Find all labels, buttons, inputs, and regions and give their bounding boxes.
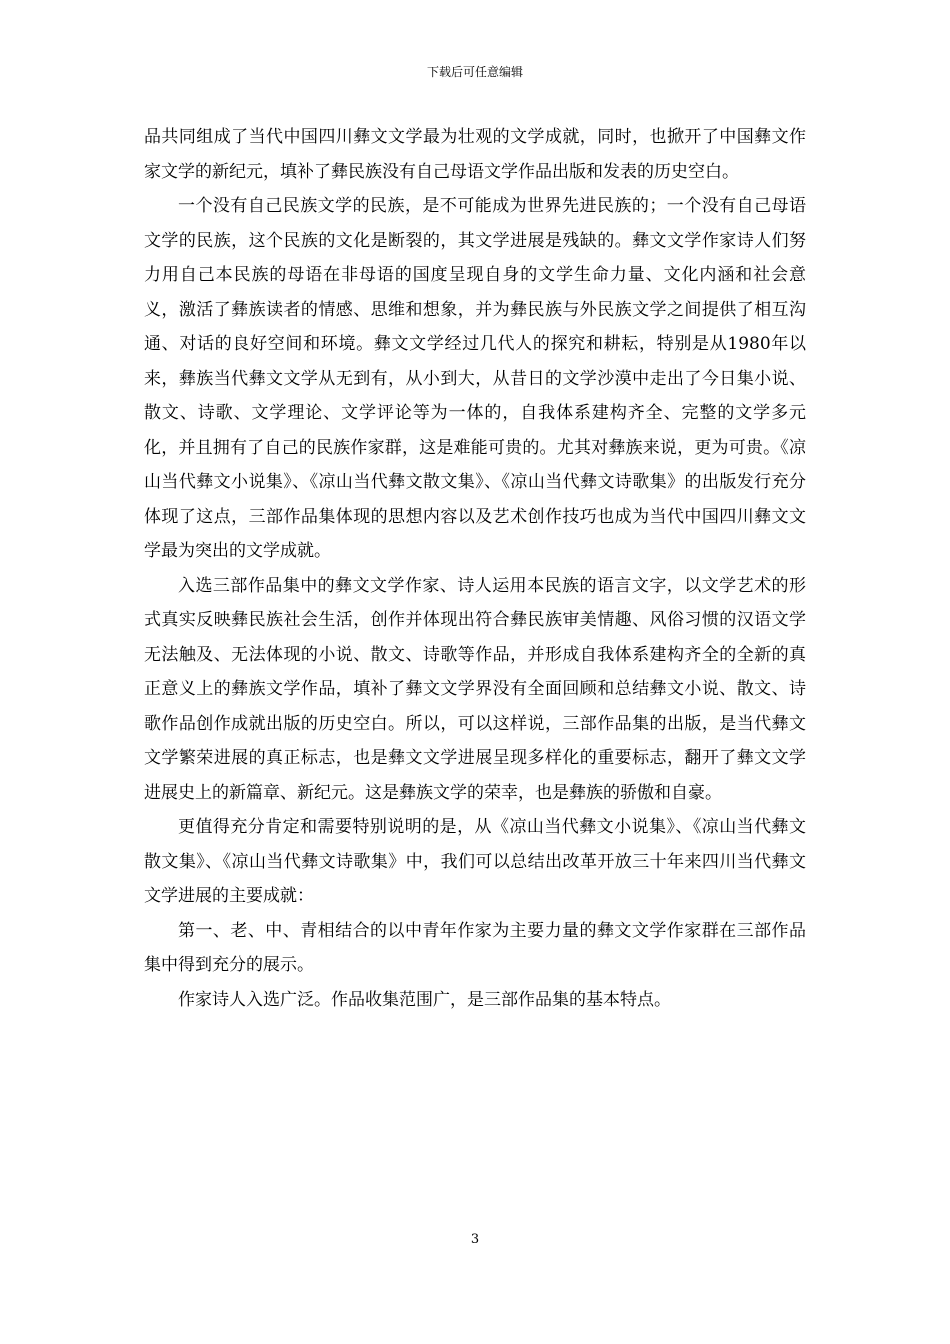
- paragraph: 第一、老、中、青相结合的以中青年作家为主要力量的彝文文学作家群在三部作品集中得到充分的展示。: [144, 920, 806, 975]
- paragraph: 更值得充分肯定和需要特别说明的是，从《凉山当代彝文小说集》、《凉山当代彝文散文集》、《凉山当代彝文诗歌集》中，我们可以总结出改革开放三十年来四川当代彝文文学进展的主要成就：: [144, 817, 806, 906]
- paragraph: 入选三部作品集中的彝文文学作家、诗人运用本民族的语言文字，以文学艺术的形式真实反映彝民族社会生活，创作并体现出符合彝民族审美情趣、风俗习惯的汉语文学无法触及、无法体现的小说、散文、诗歌等作品，并形成自我体系建构齐全的全新的真正意义上的彝族文学作品，填补了彝文文学界没有全面回顾和总结彝文小说、散文、诗歌作品创作成就出版的历史空白。所以，可以这样说，三部作品集的出版，是当代彝文文学繁荣进展的真正标志，也是彝文文学进展呈现多样化的重要标志，翻开了彝文文学进展史上的新篇章、新纪元。这是彝族文学的荣幸，也是彝族的骄傲和自豪。: [144, 575, 806, 803]
- paragraph: 一个没有自己民族文学的民族，是不可能成为世界先进民族的；一个没有自己母语文学的民族，这个民族的文化是断裂的，其文学进展是残缺的。彝文文学作家诗人们努力用自己本民族的母语在非母语的国度呈现自身的文学生命力量、文化内涵和社会意义，激活了彝族读者的情感、思维和想象，并为彝民族与外民族文学之间提供了相互沟通、对话的良好空间和环境。彝文文学经过几代人的探究和耕耘，特别是从1980年以来，彝族当代彝文文学从无到有，从小到大，从昔日的文学沙漠中走出了今日集小说、散文、诗歌、文学理论、文学评论等为一体的，自我体系建构齐全、完整的文学多元化，并且拥有了自己的民族作家群，这是难能可贵的。尤其对彝族来说，更为可贵。《凉山当代彝文小说集》、《凉山当代彝文散文集》、《凉山当代彝文诗歌集》的出版发行充分体现了这点，三部作品集体现的思想内容以及艺术创作技巧也成为当代中国四川彝文文学最为突出的文学成就。: [144, 196, 806, 561]
- paragraph-continuation: 品共同组成了当代中国四川彝文文学最为壮观的文学成就，同时，也掀开了中国彝文作家文学的新纪元，填补了彝民族没有自己母语文学作品出版和发表的历史空白。: [144, 127, 806, 182]
- body-text: [144, 120, 806, 1017]
- running-header: 下载后可任意编辑: [426, 65, 523, 79]
- page-number: 3: [470, 1232, 480, 1247]
- paragraph: 作家诗人入选广泛。作品收集范围广，是三部作品集的基本特点。: [178, 989, 671, 1010]
